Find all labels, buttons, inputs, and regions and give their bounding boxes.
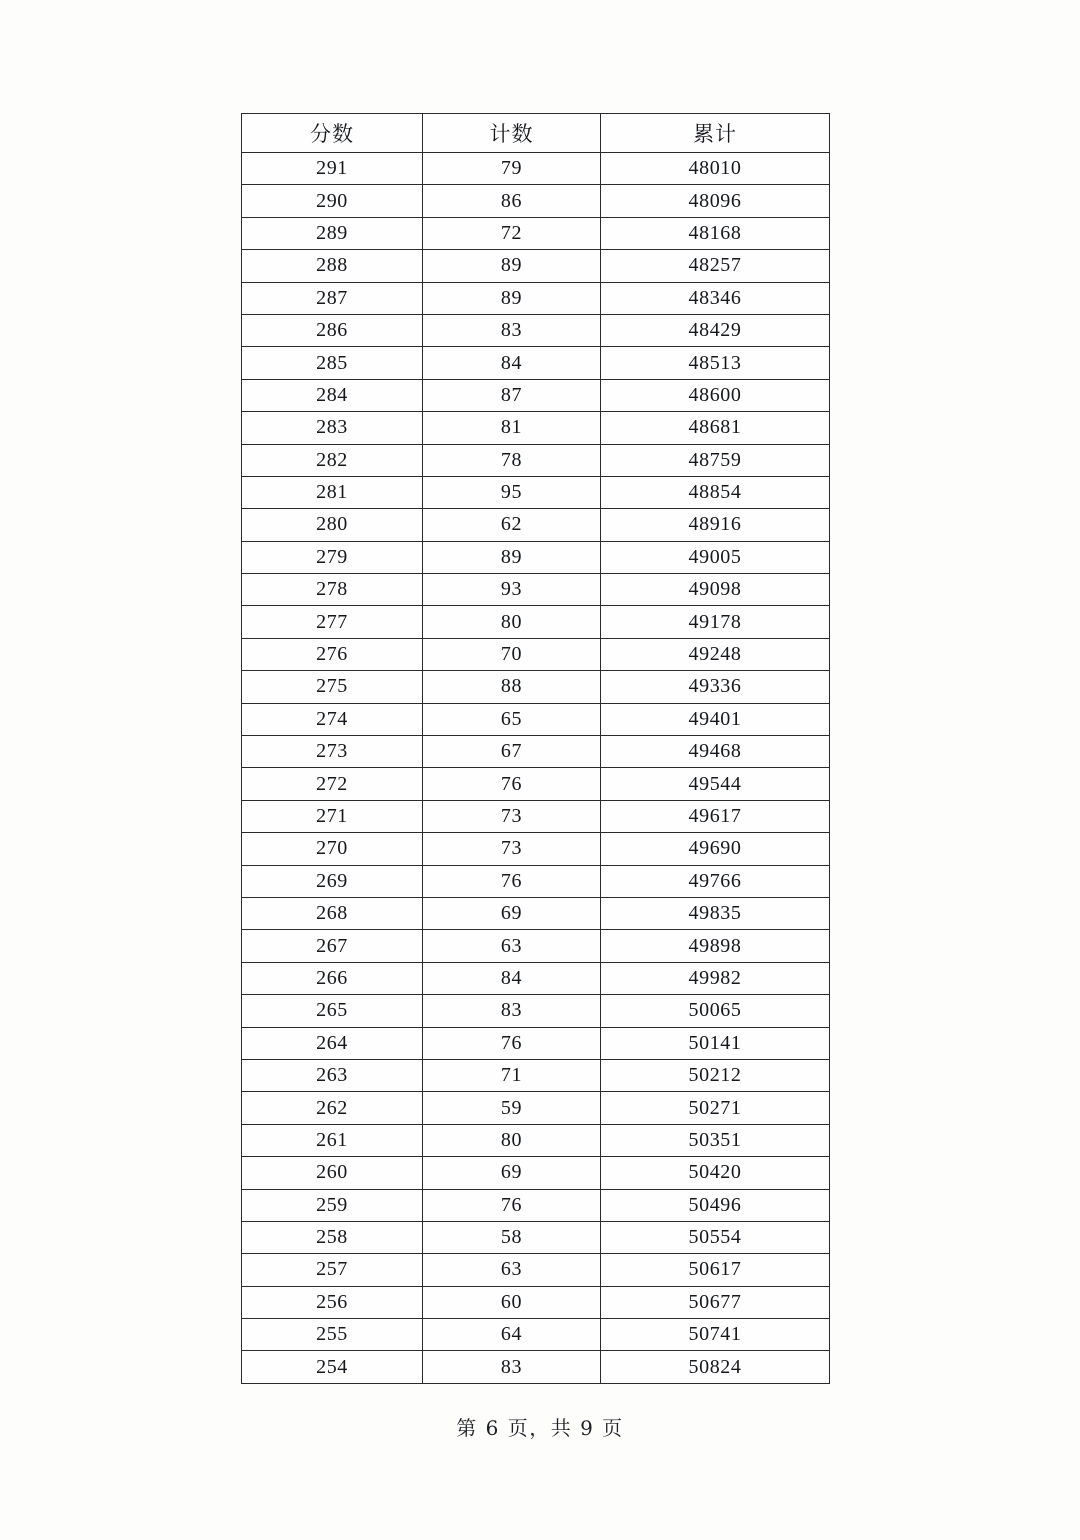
- cell-count: 87: [423, 379, 601, 411]
- cell-cumulative: 49005: [601, 541, 830, 573]
- cell-score: 257: [242, 1254, 423, 1286]
- cell-cumulative: 48681: [601, 412, 830, 444]
- cell-count: 80: [423, 606, 601, 638]
- cell-count: 93: [423, 574, 601, 606]
- cell-count: 89: [423, 250, 601, 282]
- table-row: [242, 833, 830, 865]
- cell-count: 67: [423, 736, 601, 768]
- table-row: [242, 185, 830, 217]
- table-row: [242, 379, 830, 411]
- cell-score: 270: [242, 833, 423, 865]
- table-header: [242, 114, 830, 153]
- cell-cumulative: 49982: [601, 962, 830, 994]
- cell-score: 273: [242, 736, 423, 768]
- table-row: [242, 412, 830, 444]
- column-header-cumulative: 累计: [601, 114, 830, 153]
- cell-count: 76: [423, 1189, 601, 1221]
- score-distribution-table: [241, 113, 830, 1384]
- cell-count: 80: [423, 1124, 601, 1156]
- cell-count: 72: [423, 217, 601, 249]
- cell-count: 89: [423, 541, 601, 573]
- table-row: [242, 1124, 830, 1156]
- table-row: [242, 930, 830, 962]
- cell-cumulative: 49835: [601, 897, 830, 929]
- cell-score: 281: [242, 476, 423, 508]
- cell-score: 280: [242, 509, 423, 541]
- cell-score: 255: [242, 1319, 423, 1351]
- cell-cumulative: 49617: [601, 800, 830, 832]
- cell-cumulative: 48916: [601, 509, 830, 541]
- table-row: [242, 347, 830, 379]
- cell-score: 275: [242, 671, 423, 703]
- table-row: [242, 314, 830, 346]
- cell-cumulative: 49248: [601, 638, 830, 670]
- cell-count: 84: [423, 962, 601, 994]
- cell-score: 284: [242, 379, 423, 411]
- cell-score: 279: [242, 541, 423, 573]
- table-row: [242, 703, 830, 735]
- cell-cumulative: 48854: [601, 476, 830, 508]
- table-row: [242, 574, 830, 606]
- cell-score: 285: [242, 347, 423, 379]
- table-row: [242, 1027, 830, 1059]
- cell-count: 88: [423, 671, 601, 703]
- table-row: [242, 1286, 830, 1318]
- cell-cumulative: 48513: [601, 347, 830, 379]
- cell-score: 290: [242, 185, 423, 217]
- cell-count: 76: [423, 865, 601, 897]
- cell-cumulative: 48346: [601, 282, 830, 314]
- cell-score: 254: [242, 1351, 423, 1383]
- cell-count: 69: [423, 897, 601, 929]
- table-row: [242, 444, 830, 476]
- table-row: [242, 995, 830, 1027]
- cell-score: 276: [242, 638, 423, 670]
- table-row: [242, 1319, 830, 1351]
- cell-cumulative: 49690: [601, 833, 830, 865]
- cell-cumulative: 50741: [601, 1319, 830, 1351]
- table-row: [242, 1221, 830, 1253]
- cell-score: 274: [242, 703, 423, 735]
- cell-count: 65: [423, 703, 601, 735]
- cell-count: 79: [423, 153, 601, 185]
- cell-score: 286: [242, 314, 423, 346]
- cell-cumulative: 50271: [601, 1092, 830, 1124]
- cell-count: 71: [423, 1059, 601, 1091]
- cell-count: 70: [423, 638, 601, 670]
- table-row: [242, 1092, 830, 1124]
- cell-count: 83: [423, 995, 601, 1027]
- table-row: [242, 217, 830, 249]
- cell-cumulative: 50141: [601, 1027, 830, 1059]
- table-row: [242, 476, 830, 508]
- cell-cumulative: 49098: [601, 574, 830, 606]
- cell-cumulative: 50496: [601, 1189, 830, 1221]
- cell-score: 289: [242, 217, 423, 249]
- cell-cumulative: 48096: [601, 185, 830, 217]
- cell-cumulative: 49766: [601, 865, 830, 897]
- cell-score: 260: [242, 1157, 423, 1189]
- cell-cumulative: 48010: [601, 153, 830, 185]
- column-header-count: 计数: [423, 114, 601, 153]
- cell-cumulative: 48257: [601, 250, 830, 282]
- cell-count: 73: [423, 833, 601, 865]
- cell-cumulative: 50420: [601, 1157, 830, 1189]
- cell-score: 266: [242, 962, 423, 994]
- cell-cumulative: 50212: [601, 1059, 830, 1091]
- cell-score: 278: [242, 574, 423, 606]
- table-row: [242, 897, 830, 929]
- page-footer: 第 6 页，共 9 页: [456, 1416, 624, 1440]
- table-row: [242, 509, 830, 541]
- cell-count: 84: [423, 347, 601, 379]
- cell-cumulative: 48168: [601, 217, 830, 249]
- cell-count: 63: [423, 930, 601, 962]
- cell-cumulative: 48600: [601, 379, 830, 411]
- cell-cumulative: 50617: [601, 1254, 830, 1286]
- cell-score: 267: [242, 930, 423, 962]
- cell-count: 60: [423, 1286, 601, 1318]
- cell-score: 268: [242, 897, 423, 929]
- cell-score: 264: [242, 1027, 423, 1059]
- cell-count: 86: [423, 185, 601, 217]
- cell-count: 89: [423, 282, 601, 314]
- table-row: [242, 541, 830, 573]
- table-row: [242, 865, 830, 897]
- cell-cumulative: 50065: [601, 995, 830, 1027]
- table-row: [242, 800, 830, 832]
- cell-count: 83: [423, 1351, 601, 1383]
- cell-score: 288: [242, 250, 423, 282]
- table-row: [242, 282, 830, 314]
- cell-cumulative: 49898: [601, 930, 830, 962]
- cell-score: 259: [242, 1189, 423, 1221]
- cell-cumulative: 49336: [601, 671, 830, 703]
- table-row: [242, 1254, 830, 1286]
- cell-cumulative: 49401: [601, 703, 830, 735]
- cell-score: 271: [242, 800, 423, 832]
- table-body: [242, 153, 830, 1384]
- table-row: [242, 962, 830, 994]
- cell-cumulative: 48429: [601, 314, 830, 346]
- table-row: [242, 638, 830, 670]
- cell-score: 256: [242, 1286, 423, 1318]
- table-row: [242, 1059, 830, 1091]
- cell-cumulative: 50824: [601, 1351, 830, 1383]
- table-row: [242, 250, 830, 282]
- cell-score: 282: [242, 444, 423, 476]
- cell-count: 73: [423, 800, 601, 832]
- cell-count: 69: [423, 1157, 601, 1189]
- cell-score: 262: [242, 1092, 423, 1124]
- cell-count: 58: [423, 1221, 601, 1253]
- table-row: [242, 606, 830, 638]
- cell-count: 83: [423, 314, 601, 346]
- cell-score: 291: [242, 153, 423, 185]
- cell-count: 76: [423, 768, 601, 800]
- cell-count: 62: [423, 509, 601, 541]
- table-header-row: [242, 114, 830, 153]
- table-row: [242, 153, 830, 185]
- cell-cumulative: 50351: [601, 1124, 830, 1156]
- table-row: [242, 1189, 830, 1221]
- cell-count: 95: [423, 476, 601, 508]
- cell-count: 64: [423, 1319, 601, 1351]
- cell-count: 81: [423, 412, 601, 444]
- table-row: [242, 1351, 830, 1383]
- cell-count: 63: [423, 1254, 601, 1286]
- cell-count: 76: [423, 1027, 601, 1059]
- cell-cumulative: 50554: [601, 1221, 830, 1253]
- table-row: [242, 671, 830, 703]
- cell-score: 265: [242, 995, 423, 1027]
- cell-score: 277: [242, 606, 423, 638]
- cell-score: 261: [242, 1124, 423, 1156]
- cell-cumulative: 49468: [601, 736, 830, 768]
- table-row: [242, 768, 830, 800]
- cell-count: 78: [423, 444, 601, 476]
- table-row: [242, 736, 830, 768]
- cell-count: 59: [423, 1092, 601, 1124]
- cell-cumulative: 50677: [601, 1286, 830, 1318]
- cell-score: 269: [242, 865, 423, 897]
- table-row: [242, 1157, 830, 1189]
- cell-cumulative: 49178: [601, 606, 830, 638]
- cell-score: 287: [242, 282, 423, 314]
- cell-score: 272: [242, 768, 423, 800]
- cell-cumulative: 49544: [601, 768, 830, 800]
- cell-score: 263: [242, 1059, 423, 1091]
- cell-score: 283: [242, 412, 423, 444]
- cell-score: 258: [242, 1221, 423, 1253]
- column-header-score: 分数: [242, 114, 423, 153]
- cell-cumulative: 48759: [601, 444, 830, 476]
